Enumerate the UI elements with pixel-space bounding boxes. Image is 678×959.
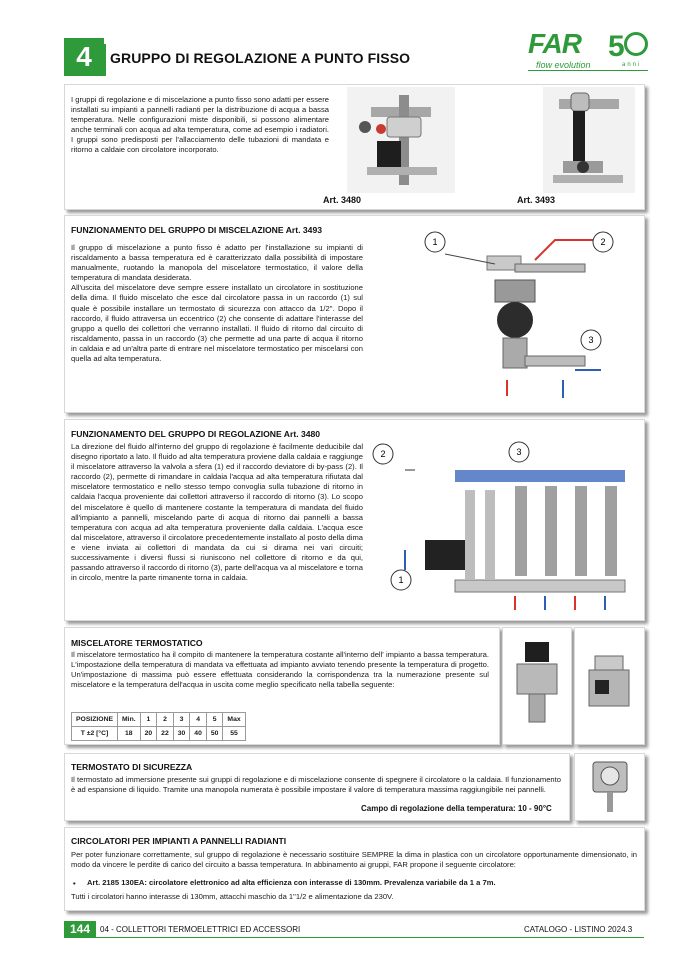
mix-group-diagram (415, 220, 615, 408)
thermostat-image (574, 753, 645, 821)
reg-callout-1: 1 (398, 575, 404, 585)
logo-anni: anni (622, 62, 642, 68)
footer-catalog: CATALOGO - LISTINO 2024.3 (524, 925, 633, 934)
reg-group-diagram (365, 430, 641, 618)
table-cell: Max (223, 713, 245, 727)
table-row (72, 727, 246, 741)
thermostat-panel (64, 753, 570, 821)
table-cell: 40 (190, 727, 207, 741)
mixer-table (71, 712, 246, 741)
thermostat-text: Il termostato ad immersione presente sui gruppi di regolazione e di miscelazione consente di spegnere il circolatore o la caldaia. Il funzionamento è ad espansione di liquido. Tramite una manopola numerata è possibile impostare il valore di temperatura massima raggiungibile nei pannelli. (71, 775, 561, 795)
chapter-bar (104, 44, 106, 76)
caption-3480: Art. 3480 (323, 195, 362, 205)
thermostat-range: Campo di regolazione della temperatura: 10 - 90°C (361, 804, 552, 813)
intro-panel (64, 84, 645, 210)
product-image-3493 (543, 87, 635, 193)
reg-group-title: FUNZIONAMENTO DEL GRUPPO DI REGOLAZIONE Art. 3480 (71, 429, 321, 439)
pumps-title: CIRCOLATORI PER IMPIANTI A PANNELLI RADIANTI (71, 836, 287, 846)
reg-group-text: La direzione del fluido all'interno del gruppo di regolazione è facilmente deducibile dal disegno riportato a lato. Il fluido ad alta temperatura proviene dalla caldaia e raggiunge il miscelatore attraverso la valvola a sfera (1) ed il raccordo deviatore di by-pass (2). Il raccordo (2), permette di rimandare in caldaia l'acqua ad alta temperatura rifiutata dal miscelatore termostatico e nello stesso tempo convoglia sulla tubazione di ritorno in caldaia l'acqua proveniente dai collettori attraverso il raccordo di ritorno (3). Lo scopo del miscelatore è quello di mantenere costante la temperatura di mandata del fluido all'impianto a pannelli, miscelando parte di acqua di ritorno dai pannelli a bassa temperatura con acqua ad alta temperatura proveniente dalla caldaia. L'acqua esce dal miscelatore, attraverso il circolatore precedentemente installato al posto della dima e viene inviata ai collettori di mandata da cui si dirama nei vari circuiti; successivamente i diversi flussi si riuniscono nel collettore di ritorno e da qui, passando attraverso il raccordo di ritorno (3), parte dell'acqua va al miscelatore e torna in circolo, mentre la parte rimanente torna in caldaia. (71, 442, 363, 583)
reg-group-panel (64, 419, 645, 621)
chapter-number: 4 (64, 38, 104, 76)
mix-group-paragraph-2: All'uscita del miscelatore deve sempre essere installato un circolatore in sostituzione della dima. Il fluido miscelato che esce dal circolatore passa in un raccordo (1) sul quale è possibile installare un termostato di sicurezza con attacco da 1/2". Dopo il raccordo, il fluido attraversa un eccentrico (2) che consente di adattare l'interasse del gruppo a quello dei collettori che verranno installati. Il fluido di ritorno dal circuito di riscaldamento, passa in un raccordo (3) che permette ad una parte di acqua il ritorno in caldaia e ad un'altra parte di entrare nel miscelatore termostatico per miscelarsi con quella ad alta temperatura. (71, 283, 363, 364)
thermostat-icon (575, 754, 644, 820)
table-cell: 1 (140, 713, 157, 727)
pumps-bullet: Art. 2185 130EA: circolatore elettronico ad alta efficienza con interasse di 130mm. Prevalenza variabile da 1 a 7m. (87, 878, 496, 887)
footer-section: 04 - COLLETTORI TERMOELETTRICI ED ACCESSORI (100, 925, 301, 934)
logo-tagline: flow evolution (536, 60, 591, 70)
table-cell: 3 (173, 713, 190, 727)
logo-underline (528, 70, 648, 71)
mixer-text: Il miscelatore termostatico ha il compito di mantenere la temperatura costante all'interno dell' impianto a bassa temperatura. L'impostazione della temperatura di mandata va effettuata ad impianto avviato tenendo presente la temperatura di progetto. Un'impostazione di massima può essere effettuata considerando la corrispondenza tra la numerazione presente sul miscelatore e la temperatura dell'acqua in uscita come meglio specificato nella tabella seguente: (71, 650, 489, 690)
table-cell: 50 (206, 727, 223, 741)
mix-callout-3: 3 (588, 335, 594, 345)
table-cell: 2 (157, 713, 174, 727)
thermostat-title: TERMOSTATO DI SICUREZZA (71, 762, 193, 772)
caption-3493: Art. 3493 (517, 195, 556, 205)
mixer-valve-icon (503, 628, 571, 744)
page-title: GRUPPO DI REGOLAZIONE A PUNTO FISSO (110, 50, 411, 66)
logo-anniversary: 5 (608, 30, 625, 63)
pumps-note: Tutti i circolatori hanno interasse di 130mm, attacchi maschio da 1"1/2 e alimentazione da 230V. (71, 892, 394, 901)
mix-callout-1: 1 (432, 237, 438, 247)
pumps-panel (64, 827, 645, 911)
table-cell: 20 (140, 727, 157, 741)
mix-callout-2: 2 (600, 237, 606, 247)
mix-group-title: FUNZIONAMENTO DEL GRUPPO DI MISCELAZIONE Art. 3493 (71, 225, 322, 235)
product-image-3480 (347, 87, 455, 193)
page-number: 144 (64, 921, 96, 937)
mixer-image-1 (502, 627, 572, 745)
table-cell: Min. (118, 713, 141, 727)
table-row-label: POSIZIONE (72, 713, 118, 727)
table-row (72, 713, 246, 727)
mixer-panel (64, 627, 500, 745)
mix-group-paragraph-1: Il gruppo di miscelazione a punto fisso è adatto per l'installazione su impianti di riscaldamento a bassa temperatura ed è caratterizzato dalla possibilità di impostare manualmente, ruotando la manopola del miscelatore termostatico, il valore della temperatura di mandata desiderata. (71, 243, 363, 283)
table-cell: 55 (223, 727, 245, 741)
table-cell: 18 (118, 727, 141, 741)
gear-icon (624, 32, 648, 56)
reg-callout-2: 2 (380, 449, 386, 459)
pumps-text: Per poter funzionare correttamente, sul gruppo di regolazione è necessario sostituire SEMPRE la dima in plastica con un circolatore opportunamente dimensionato, in modo da vincere le perdite di carico del circuito a bassa temperatura. In abbinamento ai gruppi, FAR propone il seguente circolatore: (71, 850, 637, 870)
far-logo (528, 28, 648, 72)
mix-group-text (71, 243, 363, 364)
mix-group-panel (64, 215, 645, 413)
table-row-label: T ±2 [°C] (72, 727, 118, 741)
footer-rule (64, 937, 644, 938)
table-cell: 5 (206, 713, 223, 727)
table-cell: 22 (157, 727, 174, 741)
table-cell: 30 (173, 727, 190, 741)
reg-callout-3: 3 (516, 447, 522, 457)
mixer-valve-side-icon (575, 628, 644, 744)
bullet-icon: • (73, 879, 76, 888)
logo-brand: FAR (528, 28, 581, 59)
intro-text: I gruppi di regolazione e di miscelazione a punto fisso sono adatti per essere installati su impianti a pannelli radianti per la distribuzione di acqua a bassa temperatura. Nelle configurazioni miste disponibili, si possono alimentare anche terminali con acqua ad alta temperatura, come ad esempio i radiatori. I gruppi sono predisposti per l'allacciamento delle tubazioni di mandata e ritorno a caldaie con circolatore incorporato. (71, 95, 329, 155)
mixer-image-2 (574, 627, 645, 745)
table-cell: 4 (190, 713, 207, 727)
mixer-title: MISCELATORE TERMOSTATICO (71, 638, 203, 648)
